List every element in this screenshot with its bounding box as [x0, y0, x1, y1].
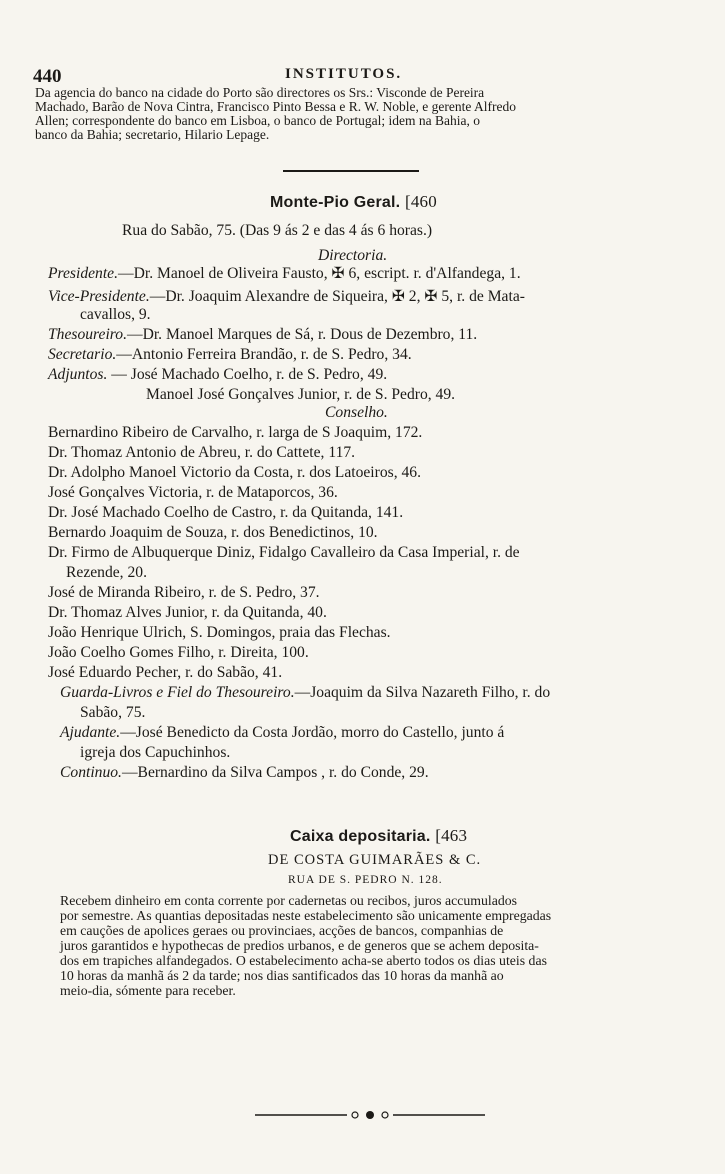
section-title-text: Caixa depositaria. [290, 828, 431, 845]
directoria-entry [48, 346, 412, 364]
entry-text: —Dr. Manoel de Oliveira Fausto, ✠ 6, escript. r. d'Alfandega, 1. [118, 265, 521, 282]
conselho-entry: José Gonçalves Victoria, r. de Mataporcos, 36. [48, 484, 338, 501]
caixa-line: por semestre. As quantias depositadas neste estabelecimento são unicamente empregadas [60, 908, 552, 923]
page-number: 440 [33, 66, 62, 87]
role-label: Secretario. [48, 346, 117, 363]
caixa-line: em cauções de apolices geraes ou provinciaes, acções de bancos, companhias de [60, 923, 504, 938]
caixa-line: 10 horas da manhã ás 2 da tarde; nos dias santificados das 10 horas da manhã ao [60, 968, 504, 983]
directoria-entry [48, 326, 477, 344]
directoria-entry-cont: Manoel José Gonçalves Junior, r. de S. Pedro, 49. [146, 386, 456, 403]
conselho-entry: Dr. Adolpho Manoel Victorio da Costa, r. dos Latoeiros, 46. [48, 464, 421, 481]
section-title-caixa [290, 826, 467, 846]
role-label: Guarda-Livros e Fiel do Thesoureiro. [60, 684, 295, 701]
directoria-entry [48, 366, 387, 384]
conselho-entry: Dr. Thomaz Alves Junior, r. da Quitanda, 40. [48, 604, 327, 621]
section-number: [463 [435, 826, 468, 845]
section-title-montepio [270, 192, 437, 212]
conselho-entry-cont: Rezende, 20. [66, 564, 147, 581]
section-number: [460 [404, 192, 437, 211]
conselho-entry: José Eduardo Pecher, r. do Sabão, 41. [48, 664, 283, 681]
staff-entry-cont: Sabão, 75. [80, 704, 146, 721]
staff-entry-cont: igreja dos Capuchinhos. [80, 744, 231, 761]
section-title-text: Monte-Pio Geral. [270, 194, 401, 211]
directoria-entry [48, 287, 525, 306]
entry-text: —Dr. Manoel Marques de Sá, r. Dous de Dezembro, 11. [126, 326, 478, 343]
conselho-entry: João Henrique Ulrich, S. Domingos, praia das Flechas. [48, 624, 391, 641]
role-label: Thesoureiro. [48, 326, 127, 343]
caixa-address: RUA DE S. PEDRO N. 128. [288, 874, 443, 886]
role-label: Vice-Presidente. [48, 288, 150, 305]
directoria-entry-cont: cavallos, 9. [80, 306, 151, 323]
conselho-entry: José de Miranda Ribeiro, r. de S. Pedro, 37. [48, 584, 320, 601]
entry-text: —Antonio Ferreira Brandão, r. de S. Pedro, 34. [116, 346, 412, 363]
directoria-heading: Directoria. [318, 247, 388, 264]
intro-line: Da agencia do banco na cidade do Porto são directores os Srs.: Visconde de Pereira [35, 85, 485, 100]
caixa-line: Recebem dinheiro em conta corrente por cadernetas ou recibos, juros accumulados [60, 893, 518, 908]
conselho-entry: Bernardo Joaquim de Souza, r. dos Benedictinos, 10. [48, 524, 378, 541]
caixa-line: meio-dia, sómente para receber. [60, 983, 236, 998]
conselho-entry: João Coelho Gomes Filho, r. Direita, 100. [48, 644, 309, 661]
staff-entry [60, 724, 504, 742]
montepio-address: Rua do Sabão, 75. (Das 9 ás 2 e das 4 ás 6 horas.) [122, 222, 433, 239]
role-label: Ajudante. [60, 724, 121, 741]
entry-text: —Bernardino da Silva Campos , r. do Conde, 29. [121, 764, 429, 781]
intro-line: Allen; correspondente do banco em Lisboa, o banco de Portugal; idem na Bahia, o [35, 113, 480, 128]
conselho-heading: Conselho. [325, 404, 388, 421]
staff-entry [60, 764, 429, 782]
entry-text: —Joaquim da Silva Nazareth Filho, r. do [294, 684, 551, 701]
intro-line: banco da Bahia; secretario, Hilario Lepage. [35, 127, 270, 142]
role-label: Presidente. [48, 265, 119, 282]
entry-text: —Dr. Joaquim Alexandre de Siqueira, ✠ 2, ✠ 5, r. de Mata- [149, 288, 525, 305]
section-divider [283, 170, 419, 172]
directoria-entry [48, 264, 521, 283]
role-label: Continuo. [60, 764, 122, 781]
ornament-divider [255, 1110, 485, 1120]
conselho-entry: Dr. Thomaz Antonio de Abreu, r. do Cattete, 117. [48, 444, 356, 461]
staff-entry [60, 684, 550, 702]
caixa-line: juros garantidos e hypothecas de predios urbanos, e de generos que se achem deposita- [60, 938, 539, 953]
caixa-firm: DE COSTA GUIMARÃES & C. [268, 852, 482, 868]
conselho-entry: Dr. José Machado Coelho de Castro, r. da Quitanda, 141. [48, 504, 404, 521]
conselho-entry: Bernardino Ribeiro de Carvalho, r. larga de S Joaquim, 172. [48, 424, 423, 441]
entry-text: —José Benedicto da Costa Jordão, morro do Castello, junto á [120, 724, 505, 741]
entry-text: — José Machado Coelho, r. de S. Pedro, 49. [107, 366, 388, 383]
conselho-entry: Dr. Firmo de Albuquerque Diniz, Fidalgo Cavalleiro da Casa Imperial, r. de [48, 544, 520, 561]
role-label: Adjuntos. [48, 366, 108, 383]
intro-line: Machado, Barão de Nova Cintra, Francisco Pinto Bessa e R. W. Noble, e gerente Alfredo [35, 99, 517, 114]
caixa-line: dos em trapiches alfandegados. O estabelecimento acha-se aberto todos os dias uteis das [60, 953, 547, 968]
running-title: INSTITUTOS. [285, 66, 403, 82]
